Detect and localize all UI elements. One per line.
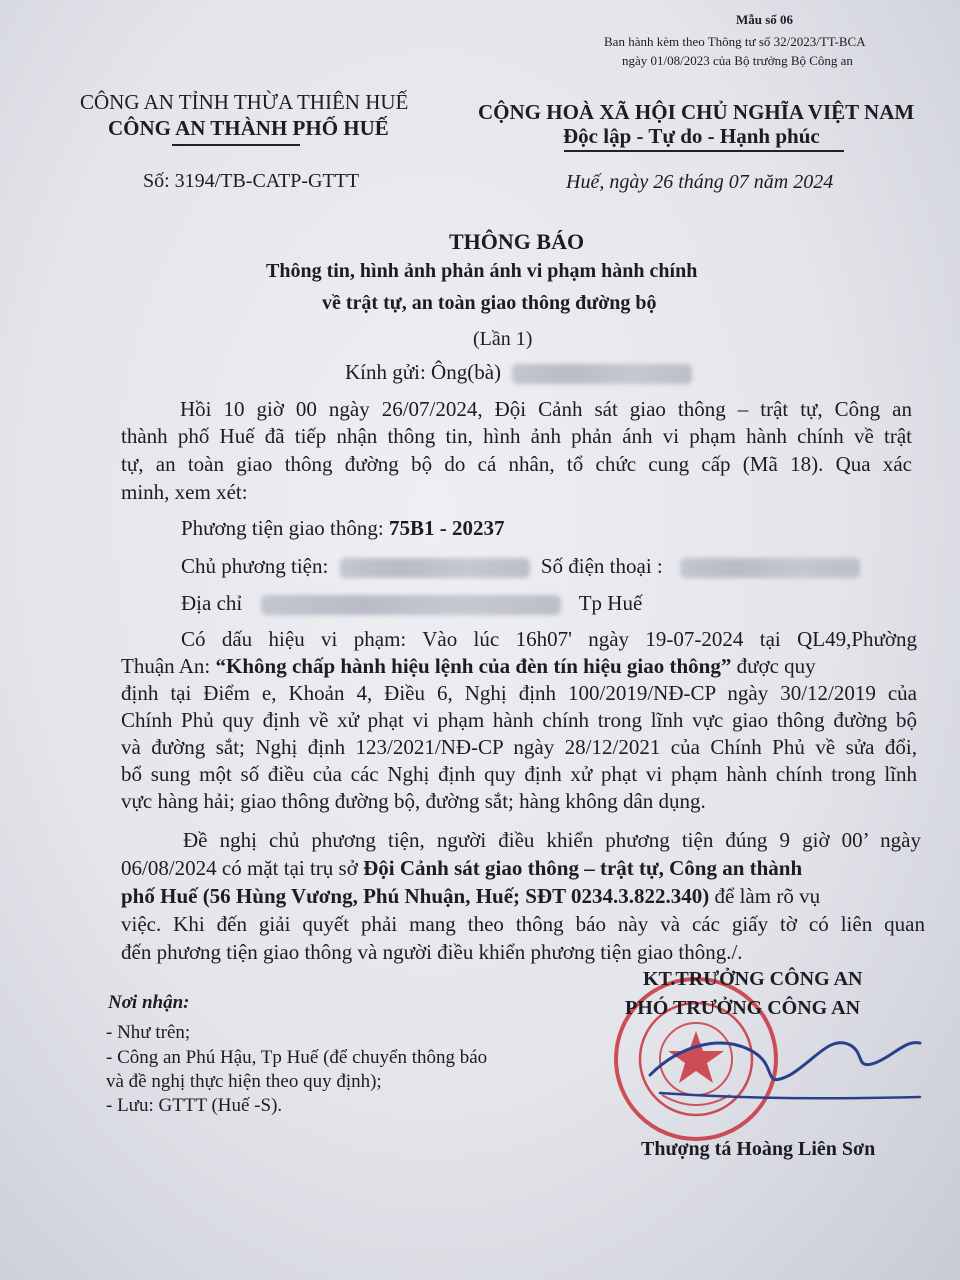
owner-label: Chủ phương tiện: <box>181 554 329 578</box>
redacted-phone-number <box>680 558 860 578</box>
request-date: 06/08/2024 có mặt tại trụ sở <box>121 856 364 880</box>
form-number: Mẫu số 06 <box>736 12 794 27</box>
address-city: Tp Huế <box>578 591 643 615</box>
request-line5: đến phương tiện giao thông và người điều khiển phương tiện giao thông./. <box>121 940 743 964</box>
agency-underline <box>172 144 300 146</box>
violation-line2-tail: được quy <box>731 654 816 678</box>
recipient-line <box>345 360 692 385</box>
intro-line2: thành phố Huế đã tiếp nhận thông tin, hình ảnh phản ánh vi phạm hành chính về trật <box>121 424 912 448</box>
address-line <box>181 591 642 616</box>
title-line2: về trật tự, an toàn giao thông đường bộ <box>322 292 657 314</box>
violation-line2 <box>121 654 816 679</box>
recipients-item2: - Công an Phú Hậu, Tp Huế (để chuyển thông báo <box>106 1047 488 1068</box>
request-line3 <box>121 884 820 909</box>
title-edition: (Lần 1) <box>473 328 533 350</box>
request-line4: việc. Khi đến giải quyết phải mang theo thông báo này và các giấy tờ có liên quan <box>121 912 925 936</box>
redacted-address <box>261 595 561 615</box>
request-line2 <box>121 856 802 881</box>
violation-line5: và đường sắt; Nghị định 123/2021/NĐ-CP ngày 28/12/2021 của Chính Phủ về sửa đổi, <box>121 735 917 759</box>
vehicle-label: Phương tiện giao thông: <box>181 516 389 540</box>
recipients-title: Nơi nhận: <box>108 992 190 1013</box>
document-date: Huế, ngày 26 tháng 07 năm 2024 <box>566 171 834 193</box>
title-line1: Thông tin, hình ảnh phản ánh vi phạm hành chính <box>266 260 698 282</box>
intro-line4: minh, xem xét: <box>121 480 248 504</box>
form-issued-line2: ngày 01/08/2023 của Bộ trưởng Bộ Công an <box>622 53 853 68</box>
request-address: phố Huế (56 Hùng Vương, Phú Nhuận, Huế; SĐT 0234.3.822.340) <box>121 884 710 908</box>
request-office: Đội Cảnh sát giao thông – trật tự, Công an thành <box>363 856 803 880</box>
request-line3-tail: để làm rõ vụ <box>709 884 821 908</box>
redacted-owner-name <box>340 558 530 578</box>
address-label: Địa chỉ <box>181 591 243 615</box>
phone-label: Số điện thoại : <box>540 554 663 578</box>
recipients-item2-cont: và đề nghị thực hiện theo quy định); <box>106 1071 382 1092</box>
recipient-label: Kính gửi: Ông(bà) <box>345 360 502 384</box>
violation-location: Thuận An: <box>121 654 216 678</box>
document-title: THÔNG BÁO <box>449 229 585 254</box>
agency-parent: CÔNG AN TỈNH THỪA THIÊN HUẾ <box>80 90 409 114</box>
signature-title2: PHÓ TRƯỞNG CÔNG AN <box>625 997 861 1019</box>
recipients-item1: - Như trên; <box>106 1022 191 1043</box>
violation-line7: vực hàng hải; giao thông đường bộ, đường sắt; hàng không dân dụng. <box>121 789 706 813</box>
recipients-item3: - Lưu: GTTT (Huế -S). <box>106 1095 283 1116</box>
motto-underline <box>564 150 844 152</box>
handwritten-signature <box>640 1005 930 1115</box>
violation-line4: Chính Phủ quy định về xử phạt vi phạm hành chính trong lĩnh vực giao thông đường bộ <box>121 708 917 732</box>
request-line1: Đề nghị chủ phương tiện, người điều khiển phương tiện đúng 9 giờ 00’ ngày <box>183 828 921 852</box>
vehicle-line <box>181 516 504 541</box>
owner-line <box>181 554 860 579</box>
violation-description: “Không chấp hành hiệu lệnh của đèn tín hiệu giao thông” <box>215 654 732 678</box>
nation-name: CỘNG HOÀ XÃ HỘI CHỦ NGHĨA VIỆT NAM <box>478 100 915 124</box>
vehicle-plate: 75B1 - 20237 <box>388 516 505 540</box>
violation-line3: định tại Điểm e, Khoản 4, Điều 6, Nghị định 100/2019/NĐ-CP ngày 30/12/2019 của <box>121 681 917 705</box>
agency-name: CÔNG AN THÀNH PHỐ HUẾ <box>108 116 389 140</box>
intro-line3: tự, an toàn giao thông đường bộ do cá nhân, tổ chức cung cấp (Mã 18). Qua xác <box>121 452 912 476</box>
signer-name: Thượng tá Hoàng Liên Sơn <box>641 1138 876 1160</box>
national-motto: Độc lập - Tự do - Hạnh phúc <box>563 124 820 148</box>
signature-title1: KT.TRƯỞNG CÔNG AN <box>643 968 863 990</box>
document-number: Số: 3194/TB-CATP-GTTT <box>143 170 360 192</box>
intro-line1: Hồi 10 giờ 00 ngày 26/07/2024, Đội Cảnh sát giao thông – trật tự, Công an <box>180 397 912 421</box>
violation-line6: bổ sung một số điều của các Nghị định quy định xử phạt vi phạm hành chính trong lĩnh <box>121 762 917 786</box>
violation-line1: Có dấu hiệu vi phạm: Vào lúc 16h07' ngày 19-07-2024 tại QL49,Phường <box>181 627 917 651</box>
redacted-recipient-name <box>512 364 692 384</box>
form-issued-line1: Ban hành kèm theo Thông tư số 32/2023/TT-BCA <box>604 34 866 49</box>
